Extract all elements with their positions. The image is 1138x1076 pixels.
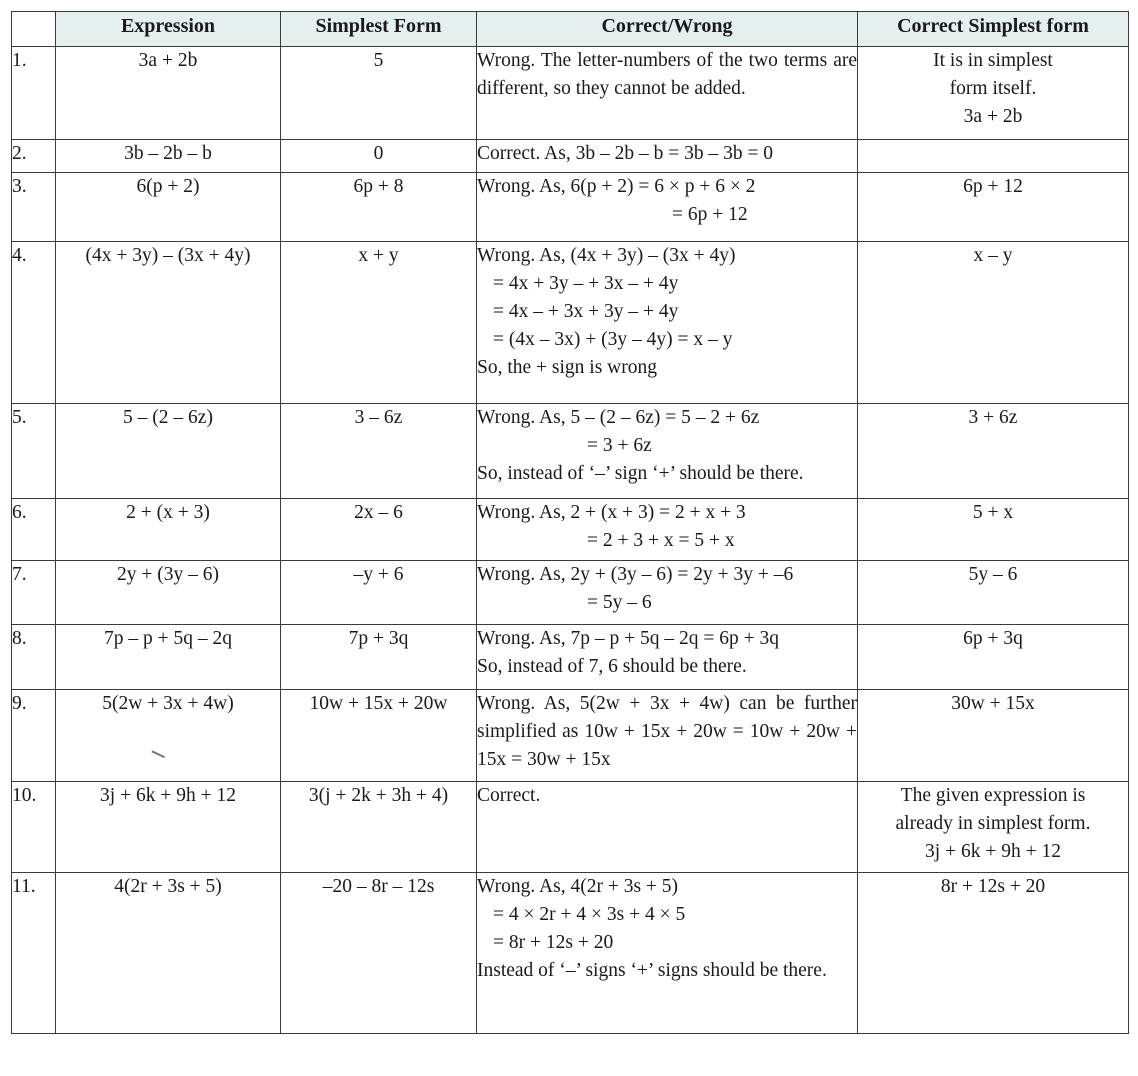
correct-form-line: already in simplest form. — [895, 813, 1091, 834]
expression-cell: 5 – (2 – 6z) — [56, 404, 281, 499]
explanation-cell — [477, 625, 858, 690]
correct-form-line: x – y — [973, 245, 1013, 266]
expression-cell: 2 + (x + 3) — [56, 499, 281, 561]
explanation-cell — [477, 499, 858, 561]
correct-simplest-form-cell — [858, 47, 1129, 140]
explanation-line: Wrong. As, 4(2r + 3s + 5) — [477, 876, 679, 897]
explanation-cell — [477, 690, 858, 782]
explanation-line: Wrong. The letter-numbers of the two terms are different, so they cannot be added. — [477, 50, 857, 99]
explanation-line: Wrong. As, 2 + (x + 3) = 2 + x + 3 — [477, 502, 746, 523]
explanation-line: = 6p + 12 — [672, 204, 748, 225]
row-number: 11. — [12, 873, 56, 1034]
row-number: 2. — [12, 140, 56, 173]
correct-simplest-form-cell — [858, 404, 1129, 499]
row-number: 4. — [12, 242, 56, 404]
explanation-cell — [477, 561, 858, 625]
row-number: 1. — [12, 47, 56, 140]
table-row — [12, 625, 1129, 690]
row-number: 6. — [12, 499, 56, 561]
correct-form-line: 3 + 6z — [968, 407, 1018, 428]
explanation-line: Wrong. As, 7p – p + 5q – 2q = 6p + 3q — [477, 628, 779, 649]
correct-simplest-form-cell — [858, 140, 1129, 173]
explanation-line: Wrong. As, (4x + 3y) – (3x + 4y) — [477, 245, 736, 266]
correct-form-line: 8r + 12s + 20 — [940, 876, 1046, 897]
expression-cell: 5(2w + 3x + 4w) — [56, 690, 281, 782]
correct-simplest-form-cell — [858, 625, 1129, 690]
explanation-line: Wrong. As, 6(p + 2) = 6 × p + 6 × 2 — [477, 176, 756, 197]
table-row — [12, 404, 1129, 499]
correct-form-line: It is in simplest — [933, 50, 1053, 71]
header-expression: Expression — [56, 12, 281, 47]
explanation-cell — [477, 782, 858, 873]
explanation-line: So, instead of ‘–’ sign ‘+’ should be there. — [477, 463, 804, 484]
explanation-line: = 5y – 6 — [587, 592, 652, 613]
correct-form-line: The given expression is — [900, 785, 1086, 806]
correct-form-line: 3a + 2b — [963, 106, 1023, 127]
expression-cell: 3b – 2b – b — [56, 140, 281, 173]
explanation-cell — [477, 47, 858, 140]
explanation-line: = 8r + 12s + 20 — [493, 932, 614, 953]
correct-form-line: form itself. — [949, 78, 1037, 99]
explanation-line: Wrong. As, 2y + (3y – 6) = 2y + 3y + –6 — [477, 564, 794, 585]
explanation-line: = 3 + 6z — [587, 435, 652, 456]
row-number: 8. — [12, 625, 56, 690]
explanation-line: = 4 × 2r + 4 × 3s + 4 × 5 — [493, 904, 686, 925]
correct-simplest-form-cell — [858, 690, 1129, 782]
header-simplest-form: Simplest Form — [281, 12, 477, 47]
expression-cell: 6(p + 2) — [56, 173, 281, 242]
simplest-form-cell: –20 – 8r – 12s — [281, 873, 477, 1034]
header-serial — [12, 12, 56, 47]
table-row — [12, 873, 1129, 1034]
expression-cell: 7p – p + 5q – 2q — [56, 625, 281, 690]
correct-form-line: 5 + x — [972, 502, 1014, 523]
simplest-form-cell: 3 – 6z — [281, 404, 477, 499]
simplest-form-cell: 2x – 6 — [281, 499, 477, 561]
table-row — [12, 499, 1129, 561]
row-number: 9. — [12, 690, 56, 782]
row-number: 5. — [12, 404, 56, 499]
explanation-cell — [477, 242, 858, 404]
explanation-line: So, the + sign is wrong — [477, 357, 658, 378]
explanation-line: Wrong. As, 5 – (2 – 6z) = 5 – 2 + 6z — [477, 407, 760, 428]
explanation-line: = (4x – 3x) + (3y – 4y) = x – y — [493, 329, 733, 350]
explanation-line: = 2 + 3 + x = 5 + x — [587, 530, 735, 551]
correct-form-line: 6p + 12 — [963, 176, 1023, 197]
expression-cell: 4(2r + 3s + 5) — [56, 873, 281, 1034]
expression-cell: 2y + (3y – 6) — [56, 561, 281, 625]
simplest-form-cell: –y + 6 — [281, 561, 477, 625]
correct-form-line: 3j + 6k + 9h + 12 — [925, 841, 1061, 862]
simplest-form-cell: 5 — [281, 47, 477, 140]
explanation-cell — [477, 873, 858, 1034]
correct-simplest-form-cell — [858, 873, 1129, 1034]
header-row — [12, 12, 1129, 47]
correct-simplest-form-cell — [858, 173, 1129, 242]
row-number: 3. — [12, 173, 56, 242]
explanation-line: = 4x – + 3x + 3y – + 4y — [493, 301, 679, 322]
explanation-line: Correct. As, 3b – 2b – b = 3b – 3b = 0 — [477, 143, 774, 164]
expression-cell: (4x + 3y) – (3x + 4y) — [56, 242, 281, 404]
correct-simplest-form-cell — [858, 561, 1129, 625]
header-correct-simplest-form: Correct Simplest form — [858, 12, 1129, 47]
correct-form-line: 5y – 6 — [968, 564, 1018, 585]
table-row — [12, 242, 1129, 404]
simplest-form-cell: x + y — [281, 242, 477, 404]
correct-form-line: 30w + 15x — [951, 693, 1035, 714]
table-row — [12, 690, 1129, 782]
table-row — [12, 561, 1129, 625]
expression-cell: 3j + 6k + 9h + 12 — [56, 782, 281, 873]
expression-cell: 3a + 2b — [56, 47, 281, 140]
row-number: 10. — [12, 782, 56, 873]
header-correct-wrong: Correct/Wrong — [477, 12, 858, 47]
simplest-form-cell: 0 — [281, 140, 477, 173]
simplest-form-cell: 3(j + 2k + 3h + 4) — [281, 782, 477, 873]
explanation-cell — [477, 140, 858, 173]
correct-simplest-form-cell — [858, 782, 1129, 873]
correct-simplest-form-cell — [858, 499, 1129, 561]
simplest-form-cell: 10w + 15x + 20w — [281, 690, 477, 782]
table-row — [12, 140, 1129, 173]
table-row — [12, 173, 1129, 242]
explanation-line: Wrong. As, 5(2w + 3x + 4w) can be further simplified as 10w + 15x + 20w = 10w + 20w + 15x = 30w + 15x — [477, 693, 857, 770]
correct-simplest-form-cell — [858, 242, 1129, 404]
explanation-line: = 4x + 3y – + 3x – + 4y — [493, 273, 679, 294]
simplest-form-cell: 7p + 3q — [281, 625, 477, 690]
explanation-line: So, instead of 7, 6 should be there. — [477, 656, 747, 677]
explanation-line: Correct. — [477, 785, 541, 806]
explanation-cell — [477, 404, 858, 499]
correct-form-line: 6p + 3q — [963, 628, 1023, 649]
solutions-table — [11, 11, 1129, 1034]
table-row — [12, 47, 1129, 140]
table-row — [12, 782, 1129, 873]
table-body — [12, 47, 1129, 1034]
explanation-cell — [477, 173, 858, 242]
explanation-line: Instead of ‘–’ signs ‘+’ signs should be there. — [477, 960, 827, 981]
simplest-form-cell: 6p + 8 — [281, 173, 477, 242]
row-number: 7. — [12, 561, 56, 625]
